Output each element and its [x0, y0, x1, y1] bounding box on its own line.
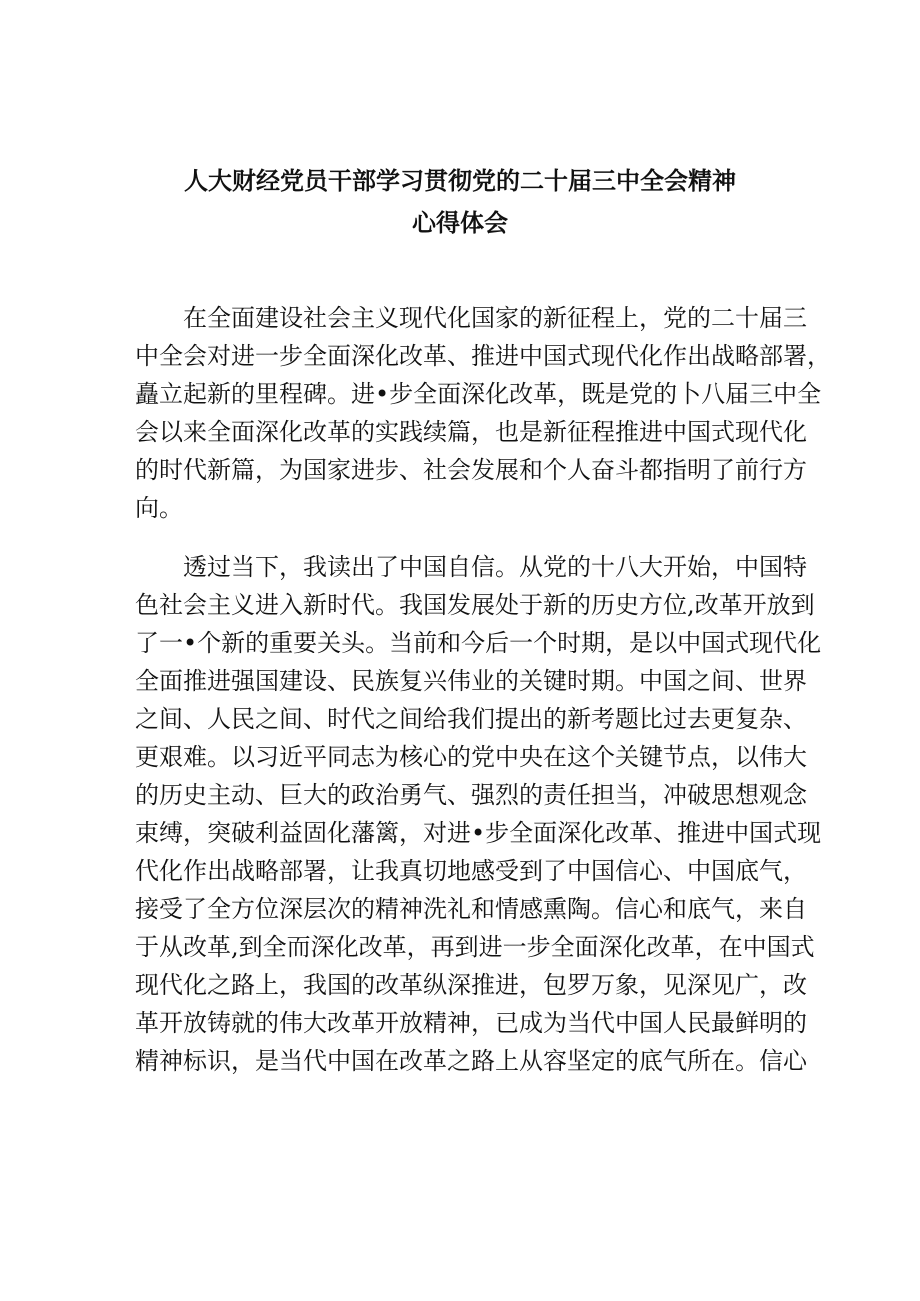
- paragraph-line: 之间、人民之间、时代之间给我们提出的新考题比过去更复杂、: [135, 705, 807, 733]
- paragraph-line: 束缚，突破利益固化藩篱，对进•步全面深化改革、推进中国式现: [135, 819, 822, 847]
- paragraph-line: 全面推进强国建设、民族复兴伟业的关键时期。中国之间、世界: [135, 667, 807, 695]
- paragraph-line: 向。: [135, 494, 183, 522]
- paragraph-line: 中全会对进一步全面深化改革、推进中国式现代化作出战略部署，: [135, 342, 831, 370]
- paragraph-line: 了一•个新的重要关头。当前和今后一个时期，是以中国式现代化: [135, 629, 822, 657]
- paragraph-line: 会以来全面深化改革的实践续篇，也是新征程推进中国式现代化: [135, 418, 807, 446]
- paragraph-line: 矗立起新的里程碑。进•步全面深化改革，既是党的卜八届三中全: [135, 380, 822, 408]
- document-title-line-1: 人大财经党员干部学习贯彻党的二十届三中全会精神: [184, 167, 736, 195]
- paragraph-line: 精神标识，是当代中国在改革之路上从容坚定的底气所在。信心: [135, 1047, 807, 1075]
- paragraph-line: 代化作出战略部署，让我真切地感受到了中国信心、中国底气，: [135, 857, 807, 885]
- paragraph-line: 于从改革,到全而深化改革，再到进一步全面深化改革，在中国式: [135, 933, 815, 961]
- paragraph-line: 色社会主义进入新时代。我国发展处于新的历史方位,改革开放到: [135, 591, 815, 619]
- paragraph-line: 现代化之路上，我国的改革纵深推进，包罗万象，见深见广，改: [135, 971, 807, 999]
- paragraph-line: 革开放铸就的伟大改革开放精神，已成为当代中国人民最鲜明的: [135, 1009, 807, 1037]
- paragraph-line: 接受了全方位深层次的精神洗礼和情感熏陶。信心和底气，来自: [135, 895, 807, 923]
- document-title-line-2: 心得体会: [412, 209, 508, 237]
- paragraph-line: 在全面建设社会主义现代化国家的新征程上，党的二十届三: [183, 304, 807, 332]
- paragraph-line: 的历史主动、巨大的政治勇气、强烈的责任担当，冲破思想观念: [135, 781, 807, 809]
- paragraph-line: 更艰难。以习近平同志为核心的党中央在这个关键节点，以伟大: [135, 743, 807, 771]
- paragraph-line: 透过当下，我读出了中国自信。从党的十八大开始，中国特: [183, 553, 807, 581]
- paragraph-line: 的时代新篇，为国家进步、社会发展和个人奋斗都指明了前行方: [135, 456, 807, 484]
